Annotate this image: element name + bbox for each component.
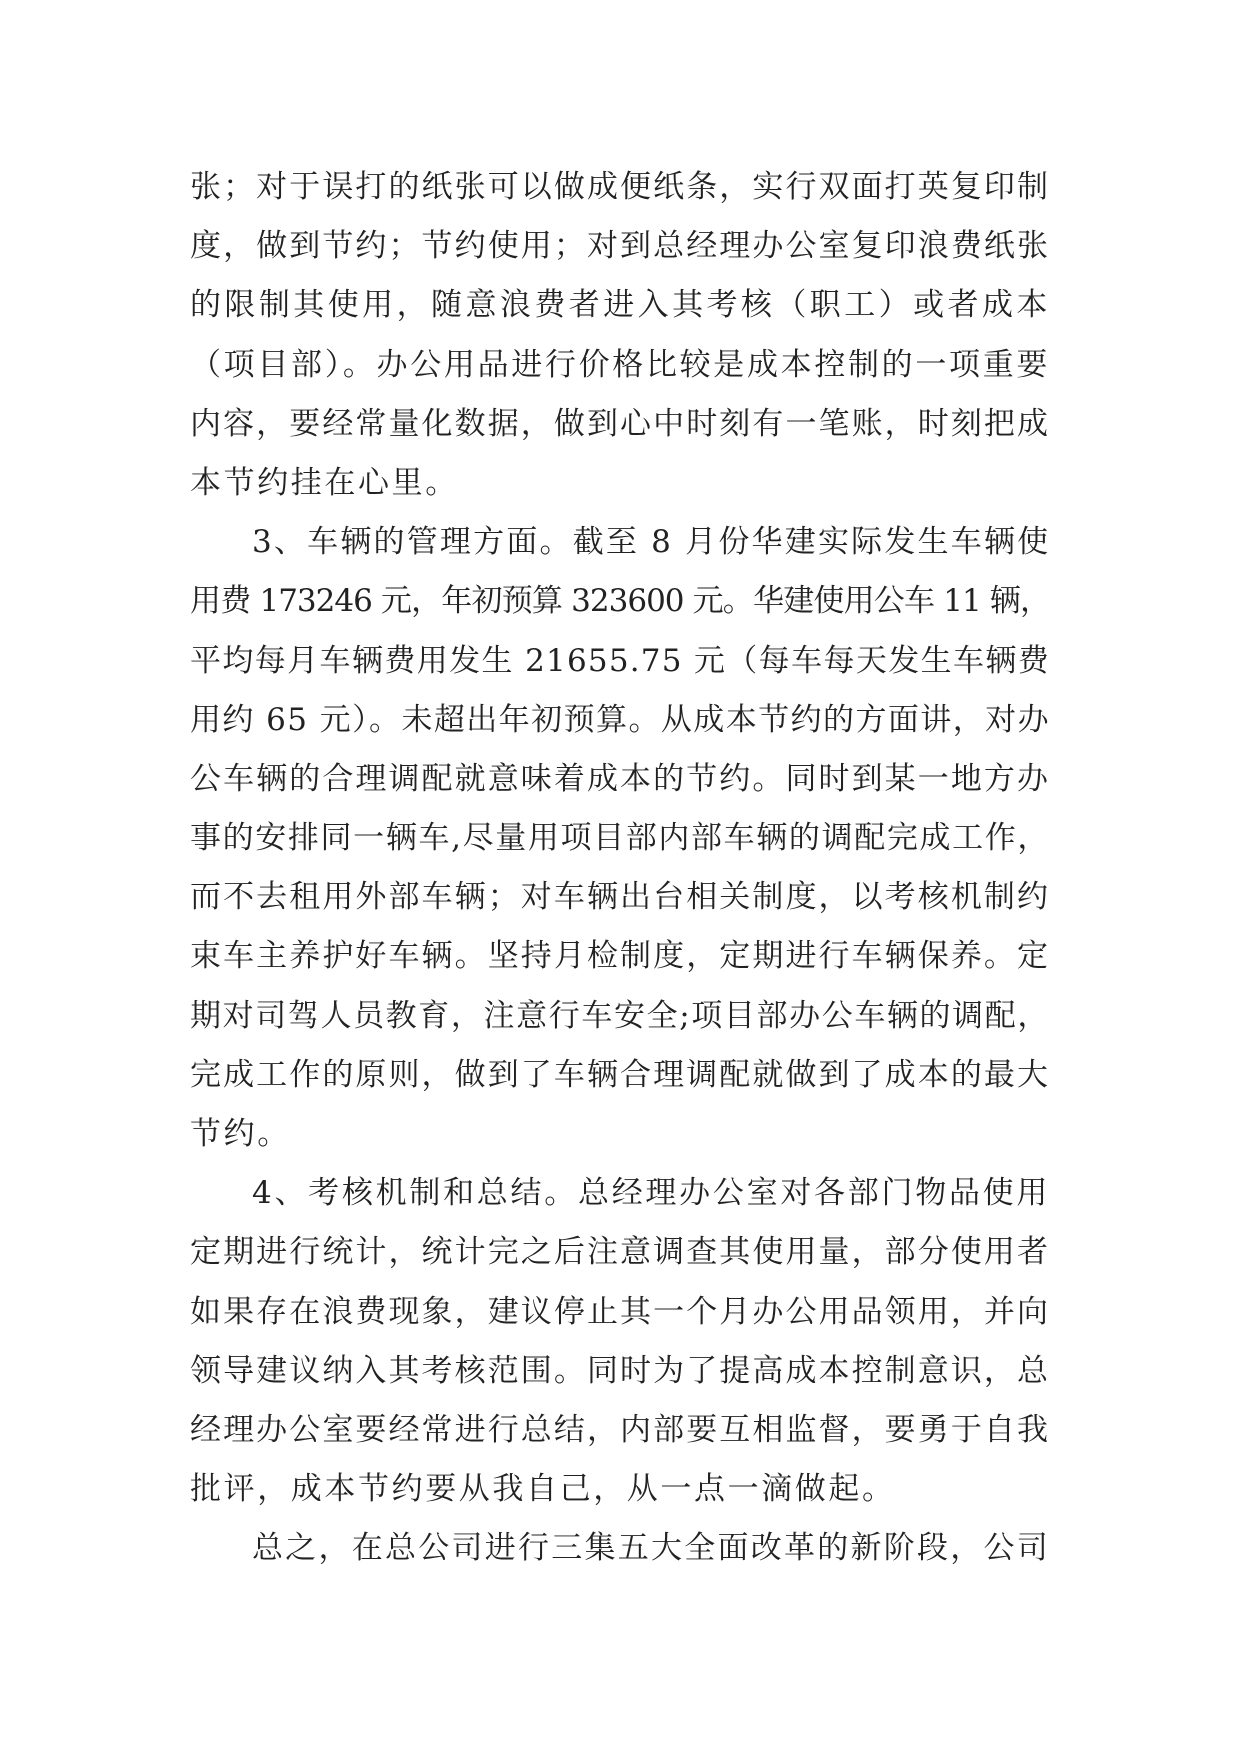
text-line: 定期进行统计，统计完之后注意调查其使用量，部分使用者 <box>190 1234 1050 1271</box>
text-line: 内容，要经常量化数据，做到心中时刻有一笔账，时刻把成 <box>190 405 1050 442</box>
text-line: 节约。 <box>190 1116 291 1152</box>
text-line: 用约 65 元）。未超出年初预算。从成本节约的方面讲，对办 <box>190 701 1050 738</box>
text-line: 而不去租用外部车辆；对车辆出台相关制度，以考核机制约 <box>190 879 1050 916</box>
text-line: 事的安排同一辆车,尽量用项目部内部车辆的调配完成工作， <box>190 820 1050 857</box>
text-line: 经理办公室要经常进行总结，内部要互相监督，要勇于自我 <box>190 1411 1050 1448</box>
text-line: 束车主养护好车辆。坚持月检制度，定期进行车辆保养。定 <box>190 938 1050 975</box>
text-line: （项目部）。办公用品进行价格比较是成本控制的一项重要 <box>190 346 1050 383</box>
text-line: 的限制其使用，随意浪费者进入其考核（职工）或者成本 <box>190 287 1050 324</box>
text-line: 本节约挂在心里。 <box>190 464 459 501</box>
text-line: 平均每月车辆费用发生 21655.75 元（每车每天发生车辆费 <box>190 642 1050 679</box>
text-line: 期对司驾人员教育，注意行车安全;项目部办公车辆的调配， <box>190 997 1050 1034</box>
text-line: 如果存在浪费现象，建议停止其一个月办公用品领用，并向 <box>190 1293 1050 1330</box>
text-line: 张；对于误打的纸张可以做成便纸条，实行双面打英复印制 <box>190 169 1050 205</box>
text-line: 度，做到节约；节约使用；对到总经理办公室复印浪费纸张 <box>190 228 1050 265</box>
text-line: 批评，成本节约要从我自己，从一点一滴做起。 <box>190 1471 896 1508</box>
section-heading-line: 4、考核机制和总结。总经理办公室对各部门物品使用 <box>252 1175 1050 1212</box>
text-line: 完成工作的原则，做到了车辆合理调配就做到了成本的最大 <box>190 1056 1050 1093</box>
text-line: 领导建议纳入其考核范围。同时为了提高成本控制意识，总 <box>190 1352 1050 1389</box>
section-heading-line: 3、车辆的管理方面。截至 8 月份华建实际发生车辆使 <box>252 524 1051 561</box>
text-line: 用费 173246 元，年初预算 323600 元。华建使用公车 11 辆， <box>190 583 1050 620</box>
document-body <box>190 158 1050 1579</box>
paragraph-start-line: 总之，在总公司进行三集五大全面改革的新阶段，公司 <box>252 1530 1050 1567</box>
text-line: 公车辆的合理调配就意味着成本的节约。同时到某一地方办 <box>190 760 1050 797</box>
